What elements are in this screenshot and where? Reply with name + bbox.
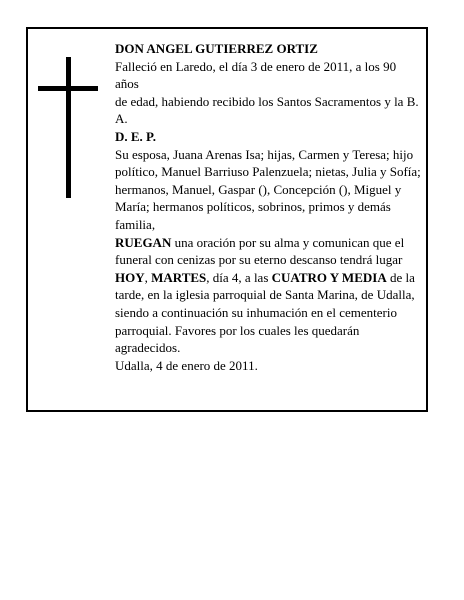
deceased-name: DON ANGEL GUTIERREZ ORTIZ [115,41,318,56]
place-date: Udalla, 4 de enero de 2011. [115,357,258,373]
time-label: CUATRO Y MEDIA [271,269,387,285]
death-line-1: Falleció en Laredo, el día 3 de enero de 2011, a los 90 años [115,58,397,92]
obituary-text [115,40,421,374]
funeral-paragraph: RUEGAN una oración por su alma y comunican que el funeral con cenizas por su eterno descanso tendrá lugar HOY, MARTES, día 4, a las CUATRO Y MEDIA de la tarde, en la iglesia parroquial de Santa Marina, de Udalla, siendo a continuación su inhumación en el cementerio parroquial. Favores por los cuales les quedarán agradecidos. [115,234,415,356]
ruegan-label: RUEGAN [115,234,172,250]
death-line-2: de edad, habiendo recibido los Santos Sacramentos y la B. A. [115,93,419,127]
martes-label: MARTES [151,269,207,285]
cross-icon-bar [38,86,98,91]
hoy-label: HOY [115,269,145,285]
obituary-notice [26,27,428,412]
dep-line: D. E. P. [115,128,157,144]
cross-icon [66,57,71,198]
family-paragraph: Su esposa, Juana Arenas Isa; hijas, Carmen y Teresa; hijo político, Manuel Barriuso Palenzuela; nietas, Julia y Sofía; hermanos, Manuel, Gaspar (), Concepción (), Miguel y María; hermanos políticos, sobrinos, primos y demás familia, [115,146,421,232]
